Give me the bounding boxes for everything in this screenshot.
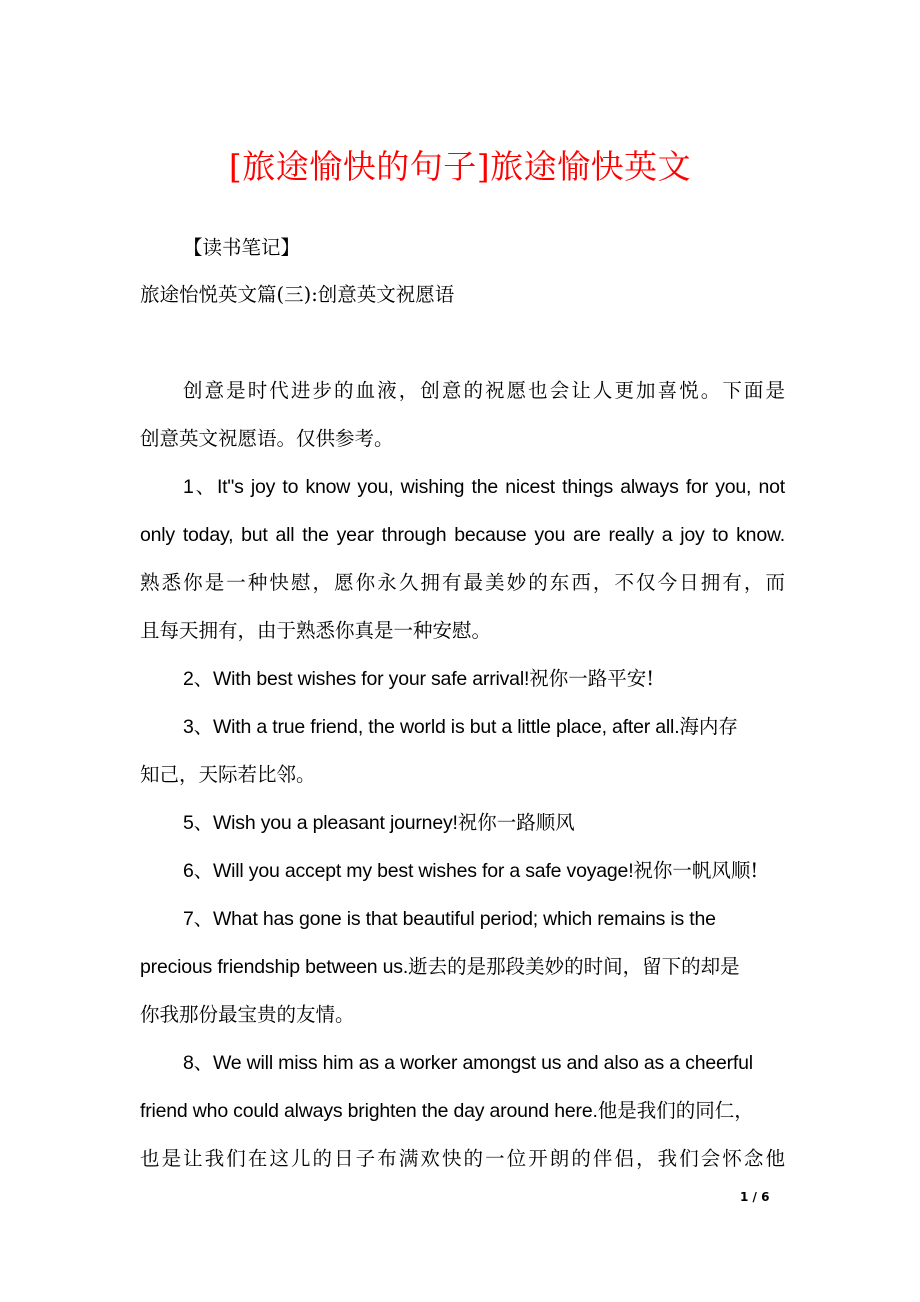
item-1-line-1 — [183, 472, 785, 502]
item-chinese: 祝你一帆风顺! — [633, 859, 759, 882]
item-number: 2、 — [183, 668, 213, 690]
item-2 — [183, 664, 785, 694]
item-number: 7、 — [183, 908, 213, 930]
item-english: precious friendship between us. — [140, 956, 409, 978]
item-3-line-1 — [183, 712, 785, 742]
item-english: With a true friend, the world is but a little place, after all. — [212, 716, 680, 738]
item-number: 5、 — [183, 812, 213, 834]
item-3-line-2: 知己，天际若比邻。 — [140, 763, 316, 786]
item-english: It"s joy to know you, wishing the nicest things always for you, not — [216, 476, 785, 498]
item-chinese: 祝你一路顺风 — [457, 811, 575, 834]
item-number: 3、 — [183, 716, 213, 738]
item-8-line-2 — [140, 1096, 785, 1126]
item-english: What has gone is that beautiful period; which remains is the — [212, 908, 716, 930]
item-5 — [183, 808, 785, 838]
item-number: 1、 — [183, 476, 217, 498]
item-english: Will you accept my best wishes for a safe voyage! — [212, 860, 634, 882]
item-english: Wish you a pleasant journey! — [212, 812, 458, 834]
item-8-line-3: 也是让我们在这儿的日子布满欢快的一位开朗的伴侣，我们会怀念他 — [140, 1147, 785, 1170]
item-english: friend who could always brighten the day around here. — [140, 1100, 598, 1122]
item-1-line-2: only today, but all the year through because you are really a joy to know. — [140, 524, 785, 546]
item-chinese: 逝去的是那段美妙的时间，留下的却是 — [408, 955, 740, 978]
subtitle: 旅途怡悦英文篇(三):创意英文祝愿语 — [140, 283, 455, 306]
item-english: We will miss him as a worker amongst us and also as a cheerful — [212, 1052, 753, 1074]
item-6 — [183, 856, 785, 886]
item-7-line-2 — [140, 952, 785, 982]
item-english: With best wishes for your safe arrival! — [212, 668, 530, 690]
item-chinese: 海内存 — [679, 715, 738, 738]
document-title: [旅途愉快的句子]旅途愉快英文 — [228, 147, 692, 186]
item-7-line-3: 你我那份最宝贵的友情。 — [140, 1003, 355, 1026]
intro-line-1: 创意是时代进步的血液，创意的祝愿也会让人更加喜悦。下面是 — [183, 379, 785, 402]
category-tag: 【读书笔记】 — [183, 236, 301, 259]
item-number: 6、 — [183, 860, 213, 882]
page-number: 1 / 6 — [740, 1190, 770, 1204]
item-1-line-3: 熟悉你是一种快慰，愿你永久拥有最美妙的东西，不仅今日拥有，而 — [140, 571, 785, 594]
item-1-line-4: 且每天拥有，由于熟悉你真是一种安慰。 — [140, 619, 492, 642]
item-number: 8、 — [183, 1052, 213, 1074]
item-8-line-1 — [183, 1048, 785, 1078]
intro-line-2: 创意英文祝愿语。仅供参考。 — [140, 427, 394, 450]
item-7-line-1 — [183, 904, 785, 934]
item-chinese: 他是我们的同仁， — [597, 1099, 754, 1122]
item-chinese: 祝你一路平安! — [529, 667, 655, 690]
